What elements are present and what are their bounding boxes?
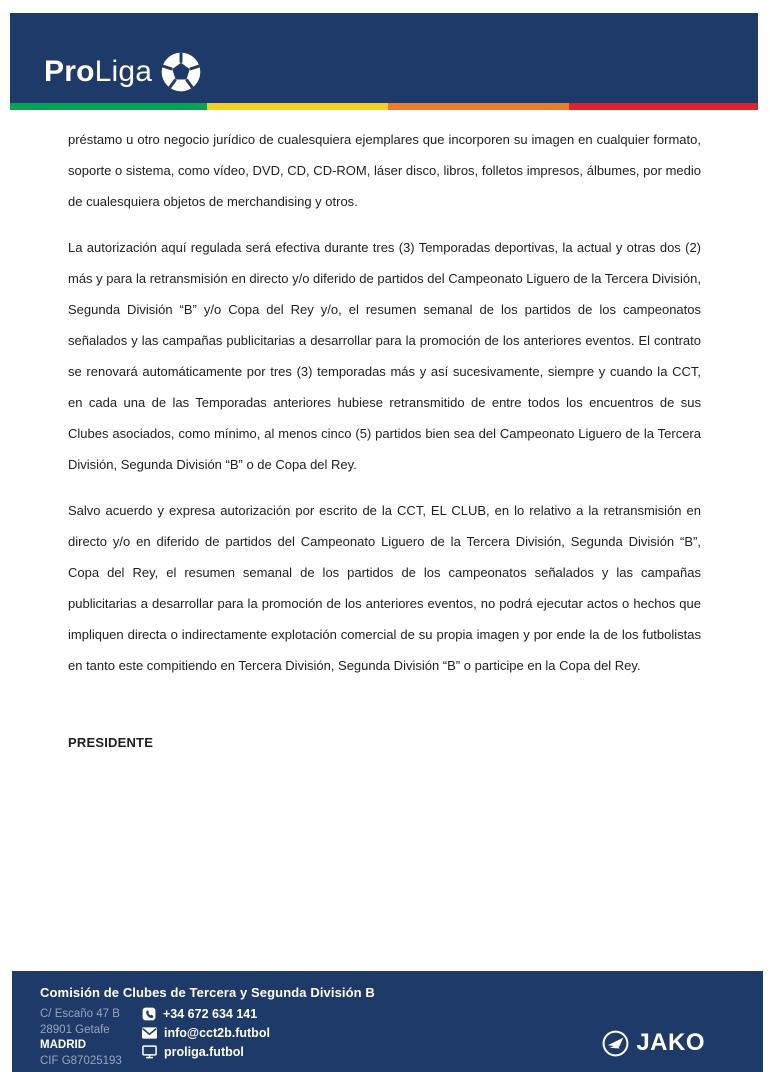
jako-logo xyxy=(602,1029,705,1057)
brand-bold: Pro xyxy=(44,55,95,88)
footer xyxy=(12,971,763,1072)
proliga-logo xyxy=(44,51,202,93)
paragraph-3: Salvo acuerdo y expresa autorización por escrito de la CCT, EL CLUB, en lo relativo a la retransmisión en directo y/o en diferido de partidos del Campeonato Liguero de la Tercera División, Segunda División “B”, Copa del Rey, el resumen semanal de los partidos de los campeonatos señalados y las campañas publicitarias a desarrollar para la promoción de los anteriores eventos, no podrá ejecutar actos o hechos que impliquen directa o indirectamente explotación comercial de su propia imagen y por ende la de los futbolistas en tanto este compitiendo en Tercera División, Segunda División “B” o participe en la Copa del Rey. xyxy=(68,503,701,673)
address-region: MADRID xyxy=(40,1039,86,1051)
stripe-yellow xyxy=(207,103,389,110)
stripe-green xyxy=(10,103,207,110)
document-body xyxy=(68,124,701,758)
email-address: info@cct2b.futbol xyxy=(164,1026,270,1040)
address-city: 28901 Getafe xyxy=(40,1023,110,1036)
soccer-ball-icon xyxy=(160,51,202,93)
phone-icon xyxy=(142,1007,156,1021)
address-street: C/ Escaño 47 B xyxy=(40,1008,120,1020)
jako-mark-icon xyxy=(602,1030,629,1057)
footer-organization: Comisión de Clubes de Tercera y Segunda División B xyxy=(40,985,375,1000)
stripe-orange xyxy=(388,103,568,110)
paragraph-1: préstamo u otro negocio jurídico de cualesquiera ejemplares que incorporen su imagen en cualquier formato, soporte o sistema, como vídeo, DVD, CD, CD-ROM, láser disco, libros, folletos impresos, álbumes, por medio de cualesquiera objetos de merchandising y otros. xyxy=(68,132,701,209)
proliga-wordmark xyxy=(44,55,152,89)
brand-regular: Liga xyxy=(94,55,153,88)
paragraph-2: La autorización aquí regulada será efectiva durante tres (3) Temporadas deportivas, la actual y otras dos (2) más y para la retransmisión en directo y/o diferido de partidos del Campeonato Liguero de la Tercera División, Segunda División “B” y/o Copa del Rey y/o, el resumen semanal de los partidos de los campeonatos señalados y las campañas publicitarias a desarrollar para la promoción de los anteriores eventos. El contrato se renovará automáticamente por tres (3) temporadas más y así sucesivamente, siempre y cuando la CCT, en cada una de las Temporadas anteriores hubiese retransmitido de entre todos los encuentros de sus Clubes asociados, como mínimo, al menos cinco (5) partidos bien sea del Campeonato Liguero de la Tercera División, Segunda División “B” o de Copa del Rey. xyxy=(68,240,701,472)
envelope-icon xyxy=(142,1027,157,1039)
phone-number: +34 672 634 141 xyxy=(163,1007,258,1021)
brand-color-stripe xyxy=(10,103,758,110)
footer-address xyxy=(40,1007,128,1069)
address-cif: CIF G87025193 xyxy=(40,1054,122,1067)
contact-email-row xyxy=(142,1026,270,1040)
stripe-red xyxy=(569,103,758,110)
jako-wordmark: JAKO xyxy=(636,1029,705,1056)
signature-presidente: PRESIDENTE xyxy=(68,735,154,750)
footer-contacts xyxy=(142,1007,270,1059)
contact-website-row xyxy=(142,1045,270,1059)
header xyxy=(10,13,758,103)
website-url: proliga.futbol xyxy=(164,1045,244,1059)
contact-phone-row xyxy=(142,1007,270,1021)
monitor-icon xyxy=(142,1045,157,1059)
